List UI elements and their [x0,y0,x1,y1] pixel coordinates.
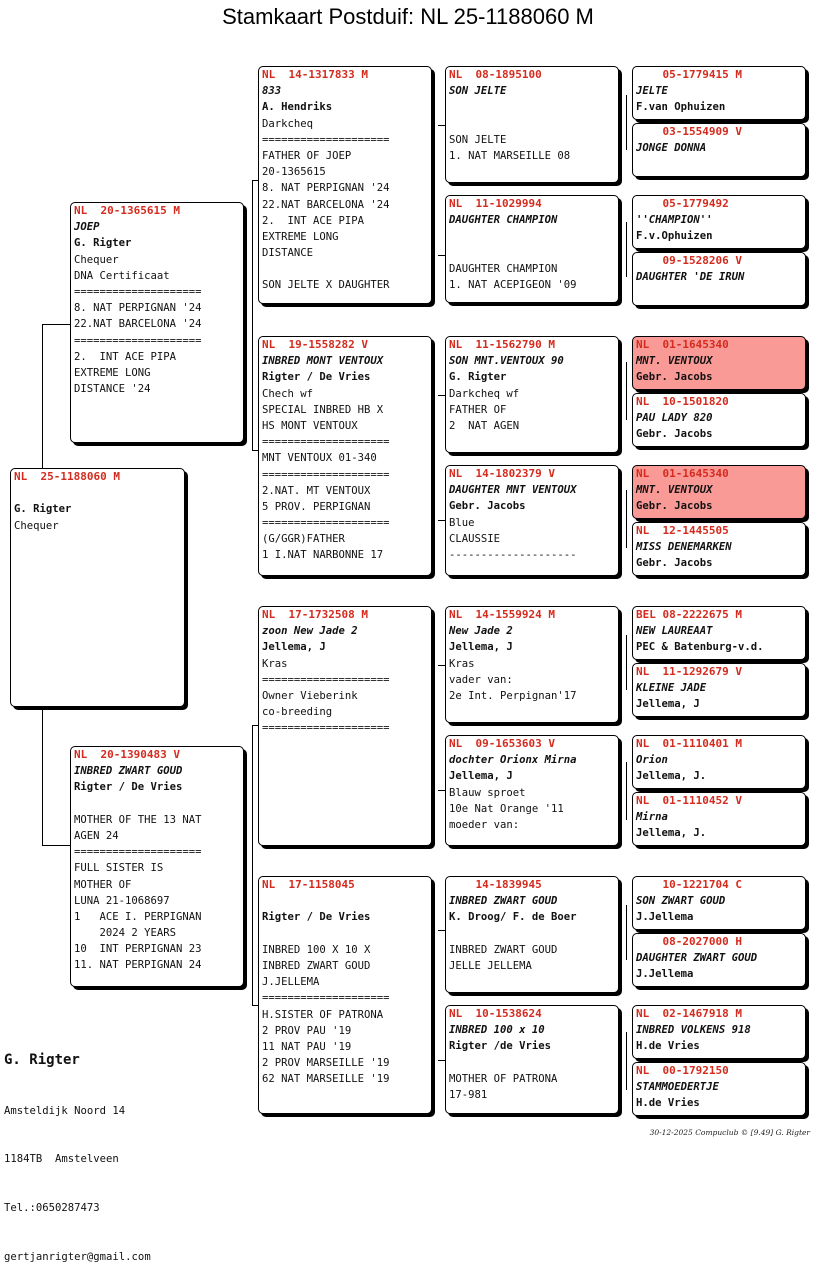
card-line: 5 PROV. PERPIGNAN [262,500,371,513]
connector-line [438,125,445,126]
connector-line [438,930,445,931]
card-line: ==================== [262,992,390,1005]
card-line: SON JELTE [449,85,507,98]
connector-line [626,1032,627,1090]
subject-card[interactable] [10,468,185,707]
connector-line [438,520,445,521]
card-line: ==================== [262,722,390,735]
ancestor-card-g15[interactable] [632,1005,806,1059]
card-line: 22.NAT BARCELONA '24 [74,318,202,331]
ancestor-card-mmm[interactable] [445,1005,619,1114]
card-line: KLEINE JADE [636,682,707,695]
card-line: NEW LAUREAAT [636,625,713,638]
card-line: Rigter / De Vries [262,911,371,924]
card-line: INBRED 100 x 10 [449,1024,545,1037]
card-line: 2.NAT. MT VENTOUX [262,484,371,497]
ancestor-card-g11[interactable] [632,735,806,789]
card-line: 10 INT PERPIGNAN 23 [74,943,202,956]
card-line: ==================== [262,133,390,146]
card-line: 10e Nat Orange '11 [449,802,564,815]
card-line: INBRED ZWART GOUD [262,959,371,972]
ancestor-card-g8[interactable] [632,522,806,576]
card-line: DAUGHTER CHAMPION [449,214,558,227]
ring-number: BEL 08-2222675 M [636,608,742,621]
card-line: ==================== [262,468,390,481]
ancestor-card-g13[interactable] [632,876,806,930]
connector-line [252,180,253,310]
card-line: DISTANCE [262,247,314,260]
connector-line [438,255,445,256]
card-line [446,1055,618,1071]
card-line: ==================== [74,846,202,859]
card-line: MOTHER OF PATRONA [449,1072,558,1085]
ancestor-card-g2[interactable] [632,123,806,177]
connector-line [42,845,70,846]
card-line: zoon New Jade 2 [262,625,358,638]
ancestor-card-fmf[interactable] [445,336,619,453]
card-line: -------------------- [449,548,577,561]
connector-line [438,1060,445,1061]
card-line: 2 NAT AGEN [449,419,520,432]
card-line: Gebr. Jacobs [449,500,526,513]
ring-number: NL 20-1390483 V [74,748,180,761]
card-line: CLAUSSIE [449,532,501,545]
ring-number: NL 01-1645340 [636,467,729,480]
card-line: Owner Vieberink [262,689,358,702]
card-line: SON MNT.VENTOUX 90 [449,355,564,368]
card-line: EXTREME LONG [74,366,151,379]
card-line: ==================== [262,673,390,686]
card-line: New Jade 2 [449,625,513,638]
ancestor-card-g5[interactable] [632,336,806,390]
card-line: 11. NAT PERPIGNAN 24 [74,959,202,972]
card-line: Kras [449,657,475,670]
ancestor-card-mmf[interactable] [445,876,619,993]
card-line: 1. NAT MARSEILLE 08 [449,149,571,162]
connector-line [626,362,627,420]
card-line: DAUGHTER ZWART GOUD [636,952,758,965]
card-line: SPECIAL INBRED HB X [262,403,384,416]
card-line: K. Droog/ F. de Boer [449,911,577,924]
card-line: FATHER OF [449,403,507,416]
card-line: MNT VENTOUX 01-340 [262,452,377,465]
card-line [71,796,243,812]
card-line: Gebr. Jacobs [636,371,713,384]
ancestor-card-mff[interactable] [445,606,619,723]
ring-number: NL 11-1562790 M [449,338,555,351]
ring-number: 09-1528206 V [636,254,742,267]
card-line: Chech wf [262,387,314,400]
card-line: Jellema, J [449,770,513,783]
card-line: ==================== [74,285,202,298]
ring-number: 14-1839945 [449,878,542,891]
ring-number: 05-1779492 [636,197,729,210]
card-line: G. Rigter [449,371,507,384]
card-line [11,485,184,501]
card-line: MNT. VENTOUX [636,355,713,368]
card-line: DISTANCE '24 [74,383,151,396]
ancestor-card-g10[interactable] [632,663,806,717]
card-line: ''CHAMPION'' [636,214,713,227]
connector-line [626,635,627,690]
card-line: (G/GGR)FATHER [262,533,345,546]
card-line: Jellema, J. [636,827,707,840]
card-line: INBRED ZWART GOUD [74,765,183,778]
ring-number: NL 17-1732508 M [262,608,368,621]
connector-line [626,490,627,548]
card-line: HS MONT VENTOUX [262,419,358,432]
card-line: dochter Orionx Mirna [449,754,577,767]
card-line: PAU LADY 820 [636,412,713,425]
ring-number: 10-1221704 C [636,878,742,891]
card-line: JOEP [74,221,100,234]
ancestor-card-g1[interactable] [632,66,806,120]
card-line: EXTREME LONG [262,230,339,243]
connector-line [252,865,253,1005]
card-line: Chequer [74,253,119,266]
connector-line [626,905,627,960]
card-line: DNA Certificaat [74,269,170,282]
maternal-grandfather-card[interactable] [258,606,432,846]
card-line: Kras [262,657,288,670]
card-line: JELTE [636,85,668,98]
card-line: 2 PROV PAU '19 [262,1024,352,1037]
card-line: 22.NAT BARCELONA '24 [262,198,390,211]
card-line: SON JELTE X DAUGHTER [262,279,390,292]
connector-line [438,790,445,791]
ring-number: NL 11-1029994 [449,197,542,210]
ring-number: NL 14-1317833 M [262,68,368,81]
card-line: 2 PROV MARSEILLE '19 [262,1057,390,1070]
card-line: Jellema, J. [636,770,707,783]
ring-number: 05-1779415 M [636,68,742,81]
card-line: Rigter / De Vries [74,781,183,794]
connector-line [252,310,253,450]
card-line: AGEN 24 [74,829,119,842]
owner-address-line1: Amsteldijk Noord 14 [4,1104,126,1117]
owner-name: G. Rigter [4,1052,80,1069]
page-title: Stamkaart Postduif: NL 25-1188060 M [222,4,594,29]
card-line: ==================== [262,517,390,530]
card-line: DAUGHTER MNT VENTOUX [449,484,577,497]
ancestor-card-g12[interactable] [632,792,806,846]
ring-number: NL 19-1558282 V [262,338,368,351]
card-line [446,228,618,244]
card-line: 20-1365615 [262,166,326,179]
card-line [446,926,618,942]
connector-line [42,324,70,325]
card-line: Darkcheq [262,117,314,130]
card-line: Blue [449,516,475,529]
ring-number: NL 08-1895100 [449,68,542,81]
ring-number: NL 10-1501820 [636,395,729,408]
card-line: MISS DENEMARKEN [636,541,732,554]
card-line: ==================== [262,436,390,449]
card-line: F.van Ophuizen [636,101,726,114]
card-line: 2e Int. Perpignan'17 [449,689,577,702]
card-line: SON ZWART GOUD [636,895,726,908]
card-line: co-breeding [262,706,333,719]
card-line: MOTHER OF THE 13 NAT [74,813,202,826]
ancestor-card-fff[interactable] [445,66,619,183]
owner-block [4,1018,151,1281]
ring-number: NL 01-1110452 V [636,794,742,807]
ancestor-card-g4[interactable] [632,252,806,306]
maternal-grandmother-card[interactable] [258,876,432,1114]
card-line: DAUGHTER 'DE IRUN [636,271,745,284]
card-line: H.de Vries [636,1040,700,1053]
card-line: 1 ACE I. PERPIGNAN [74,910,202,923]
connector-line [438,665,445,666]
mother-card[interactable] [70,746,244,987]
connector-line [252,725,253,865]
card-line: moeder van: [449,818,520,831]
connector-line [626,762,627,820]
card-line: J.Jellema [636,968,694,981]
card-line: G. Rigter [14,503,72,516]
card-line: JELLE JELLEMA [449,959,532,972]
ancestor-card-g14[interactable] [632,933,806,987]
ring-number: NL 02-1467918 M [636,1007,742,1020]
card-line: INBRED ZWART GOUD [449,943,558,956]
card-line [259,926,431,942]
card-line: Chequer [14,519,59,532]
card-line: SON JELTE [449,133,507,146]
ancestor-card-g9[interactable] [632,606,806,660]
ring-number: NL 14-1802379 V [449,467,555,480]
footer-credit: 30-12-2025 Compuclub © [9.49] G. Rigter [649,1128,810,1137]
card-line [446,245,618,261]
ring-number: NL 01-1110401 M [636,737,742,750]
card-line: 2. INT ACE PIPA [74,350,177,363]
card-line: J.Jellema [636,911,694,924]
card-line: ==================== [74,334,202,347]
card-line [446,116,618,132]
card-line: FATHER OF JOEP [262,149,352,162]
card-line: Blauw sproet [449,786,526,799]
card-line: Gebr. Jacobs [636,428,713,441]
card-line: 8. NAT PERPIGNAN '24 [262,182,390,195]
ancestor-card-mfm[interactable] [445,735,619,846]
father-card[interactable] [70,202,244,443]
card-line: 8. NAT PERPIGNAN '24 [74,302,202,315]
card-line: Jellema, J [449,641,513,654]
paternal-grandfather-card[interactable] [258,66,432,304]
ring-number: NL 14-1559924 M [449,608,555,621]
card-line: A. Hendriks [262,101,333,114]
card-line: MNT. VENTOUX [636,484,713,497]
card-line: PEC & Batenburg-v.d. [636,641,764,654]
card-line [259,893,431,909]
card-line: H.SISTER OF PATRONA [262,1008,384,1021]
card-line: LUNA 21-1068697 [74,894,170,907]
ring-number: NL 25-1188060 M [14,470,120,483]
card-line: INBRED MONT VENTOUX [262,355,384,368]
card-line: MOTHER OF [74,878,132,891]
card-line: 833 [262,85,282,98]
ancestor-card-g16[interactable] [632,1062,806,1116]
ring-number: NL 17-1158045 [262,878,355,891]
card-line: Mirna [636,811,668,824]
ring-number: 08-2027000 H [636,935,742,948]
ring-number: NL 01-1645340 [636,338,729,351]
owner-address-line2: 1184TB Amstelveen [4,1153,119,1166]
ring-number: NL 00-1792150 [636,1064,729,1077]
card-line: Orion [636,754,668,767]
ring-number: 03-1554909 V [636,125,742,138]
card-line: Rigter /de Vries [449,1040,552,1053]
card-line: 1. NAT ACEPIGEON '09 [449,278,577,291]
card-line: Jellema, J [636,698,700,711]
card-line: FULL SISTER IS [74,862,164,875]
card-line: G. Rigter [74,237,132,250]
card-line: JONGE DONNA [636,142,707,155]
card-line: 2024 2 YEARS [74,927,177,940]
card-line: J.JELLEMA [262,976,320,989]
card-line: Gebr. Jacobs [636,557,713,570]
card-line: Darkcheq wf [449,387,520,400]
ring-number: NL 11-1292679 V [636,665,742,678]
owner-phone: Tel.:0650287473 [4,1202,100,1215]
card-line: INBRED ZWART GOUD [449,895,558,908]
card-line: Gebr. Jacobs [636,500,713,513]
card-line: 2. INT ACE PIPA [262,214,365,227]
card-line [446,99,618,115]
card-line: INBRED VOLKENS 918 [636,1024,751,1037]
connector-line [42,707,43,846]
card-line: Jellema, J [262,641,326,654]
ancestor-card-g6[interactable] [632,393,806,447]
card-line: 62 NAT MARSEILLE '19 [262,1073,390,1086]
card-line: 1 I.NAT NARBONNE 17 [262,549,384,562]
connector-line [626,222,627,277]
ancestor-card-ffm[interactable] [445,195,619,303]
card-line: 17-981 [449,1088,488,1101]
connector-line [626,95,627,150]
ring-number: NL 20-1365615 M [74,204,180,217]
card-line: F.v.Ophuizen [636,230,713,243]
ancestor-card-g3[interactable] [632,195,806,249]
card-line: Rigter / De Vries [262,371,371,384]
card-line: 11 NAT PAU '19 [262,1040,352,1053]
connector-line [42,324,43,468]
paternal-grandmother-card[interactable] [258,336,432,576]
card-line: STAMMOEDERTJE [636,1081,719,1094]
owner-email[interactable]: gertjanrigter@gmail.com [4,1250,151,1263]
card-line: DAUGHTER CHAMPION [449,262,558,275]
card-line: H.de Vries [636,1097,700,1110]
ancestor-card-fmm[interactable] [445,465,619,576]
card-line: INBRED 100 X 10 X [262,943,371,956]
connector-line [438,395,445,396]
ring-number: NL 09-1653603 V [449,737,555,750]
card-line [259,261,431,277]
ring-number: NL 10-1538624 [449,1007,542,1020]
ancestor-card-g7[interactable] [632,465,806,519]
card-line: vader van: [449,673,513,686]
ring-number: NL 12-1445505 [636,524,729,537]
